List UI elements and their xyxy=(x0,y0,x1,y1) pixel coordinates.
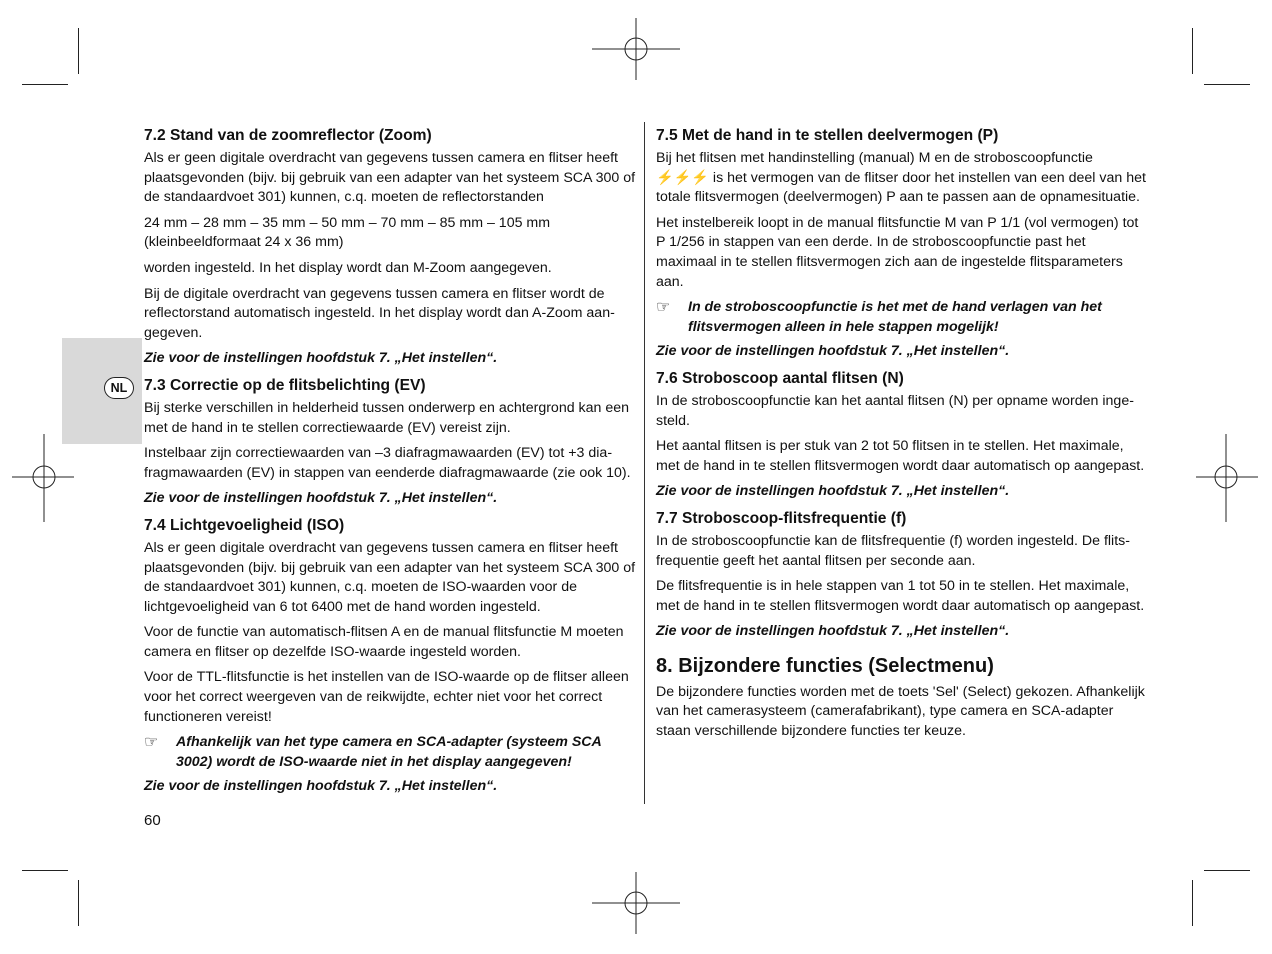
paragraph: 24 mm – 28 mm – 35 mm – 50 mm – 70 mm – 85 mm – 105 mm (kleinbeeldformaat 24 x 36 mm) xyxy=(144,214,551,251)
page-number: 60 xyxy=(144,812,161,829)
note xyxy=(144,733,638,772)
section-heading-7-6: 7.6 Stroboscoop aantal flitsen (N) xyxy=(656,369,904,387)
left-column xyxy=(144,126,638,804)
paragraph: Instelbaar zijn correctiewaarden van –3 diafragmawaarden (EV) tot +3 diafragmawaarden (EV) in stappen van eenderde diafragmawaarde (zie ook 10). xyxy=(144,445,631,481)
paragraph: In de stroboscoopfunctie kan het aantal flitsen (N) per opname worden ingesteld. xyxy=(656,392,1134,429)
registration-mark-bottom xyxy=(590,872,682,936)
paragraph: worden ingesteld. In het display wordt dan M-Zoom aangegeven. xyxy=(144,259,552,276)
paragraph: Bij het flitsen met handinstelling (manual) M en de stroboscoopfunctie ⚡⚡⚡ is het vermogen van de flitser door het instellen van een deel van het totale flitsvermogen (deelvermogen) P aan te passen aan de opnamesituatie. xyxy=(656,150,1146,206)
paragraph: Het instelbereik loopt in de manual flitsfunctie M van P 1/1 (vol vermogen) tot P 1/256 in stappen van een derde. In de stroboscoopfunctie past het maximaal in te stellen flitsvermogen zich aan de ingestelde flitsparameters aan. xyxy=(656,214,1139,290)
pointing-hand-icon: ☞ xyxy=(656,299,671,317)
paragraph: De flitsfrequentie is in hele stappen van 1 tot 50 in te stellen. Het maximale, met de hand in te stellen flitsvermogen wordt daar automatisch op aangepast. xyxy=(656,578,1145,614)
cross-reference: Zie voor de instellingen hoofdstuk 7. „Het instellen“. xyxy=(144,350,498,367)
note xyxy=(656,298,1148,337)
column-divider xyxy=(644,122,645,804)
crop-mark xyxy=(22,870,68,871)
section-heading-7-4: 7.4 Lichtgevoeligheid (ISO) xyxy=(144,516,345,534)
paragraph: Als er geen digitale overdracht van gegevens tussen camera en flitser heeft plaatsgevonden (bijv. bij gebruik van een adapter van het systeem SCA 300 of de standaardvoet 301) kunnen, c.q. moeten de reflectorstanden xyxy=(144,150,636,206)
cross-reference: Zie voor de instellingen hoofdstuk 7. „Het instellen“. xyxy=(656,483,1010,500)
crop-mark xyxy=(1204,870,1250,871)
pointing-hand-icon: ☞ xyxy=(144,734,159,752)
crop-mark xyxy=(1192,880,1193,926)
registration-mark-left xyxy=(12,432,76,524)
cross-reference: Zie voor de instellingen hoofdstuk 7. „Het instellen“. xyxy=(656,343,1010,360)
paragraph: Voor de TTL-flitsfunctie is het instellen van de ISO-waarde op de flitser alleen voor het correct weergeven van de reikwijdte, echter niet voor het correct functioneren vereist! xyxy=(144,669,629,725)
paragraph: Als er geen digitale overdracht van gegevens tussen camera en flitser heeft plaatsgevonden (bijv. bij gebruik van een adapter van het systeem SCA 300 of de standaardvoet 301) kunnen, c.q. moeten de ISO-waarden voor de lichtgevoeligheid van 6 tot 6400 met de hand worden ingesteld. xyxy=(144,539,636,615)
section-heading-7-3: 7.3 Correctie op de flitsbelichting (EV) xyxy=(144,376,426,394)
section-heading-7-2: 7.2 Stand van de zoomreflector (Zoom) xyxy=(144,127,432,144)
cross-reference: Zie voor de instellingen hoofdstuk 7. „Het instellen“. xyxy=(144,778,498,795)
registration-mark-top xyxy=(590,18,682,82)
crop-mark xyxy=(78,880,79,926)
crop-mark xyxy=(1204,84,1250,85)
crop-mark xyxy=(1192,28,1193,74)
note-text: Afhankelijk van het type camera en SCA-adapter (systeem SCA 3002) wordt de ISO-waarde niet in het display aangegeven! xyxy=(176,734,602,770)
paragraph: De bijzondere functies worden met de toets 'Sel' (Select) gekozen. Afhankelijk van het camerasysteem (camerafabrikant), type camera en SCA-adapter staan verschillende bijzondere functies ter keuze. xyxy=(656,683,1145,740)
section-heading-7-5: 7.5 Met de hand in te stellen deelvermogen (P) xyxy=(656,127,999,144)
paragraph: Het aantal flitsen is per stuk van 2 tot 50 flitsen in te stellen. Het maximale, met de hand in te stellen flitsvermogen wordt daar automatisch op aangepast. xyxy=(656,438,1145,474)
language-badge: NL xyxy=(104,377,134,399)
cross-reference: Zie voor de instellingen hoofdstuk 7. „Het instellen“. xyxy=(656,623,1010,640)
paragraph: Bij sterke verschillen in helderheid tussen onderwerp en achtergrond kan een met de hand in te stellen correctiewaarde (EV) vereist zijn. xyxy=(144,399,630,436)
section-heading-7-7: 7.7 Stroboscoop-flitsfrequentie (f) xyxy=(656,509,907,527)
paragraph: Voor de functie van automatisch-flitsen A en de manual flitsfunctie M moeten camera en flitser op dezelfde ISO-waarde ingesteld worden. xyxy=(144,624,624,660)
paragraph: Bij de digitale overdracht van gegevens tussen camera en flitser wordt de reflectorstand automatisch ingesteld. In het display wordt dan A-Zoom aangegeven. xyxy=(144,285,615,341)
paragraph: In de stroboscoopfunctie kan de flitsfrequentie (f) worden ingesteld. De flitsfrequentie geeft het aantal flitsen per seconde aan. xyxy=(656,532,1130,569)
chapter-heading-8: 8. Bijzondere functies (Selectmenu) xyxy=(656,654,994,677)
cross-reference: Zie voor de instellingen hoofdstuk 7. „Het instellen“. xyxy=(144,490,498,507)
registration-mark-right xyxy=(1194,432,1258,524)
crop-mark xyxy=(78,28,79,74)
note-text: In de stroboscoopfunctie is het met de hand verlagen van het flitsvermogen alleen in hele stappen mogelijk! xyxy=(688,299,1102,335)
crop-mark xyxy=(22,84,68,85)
right-column xyxy=(656,126,1148,748)
